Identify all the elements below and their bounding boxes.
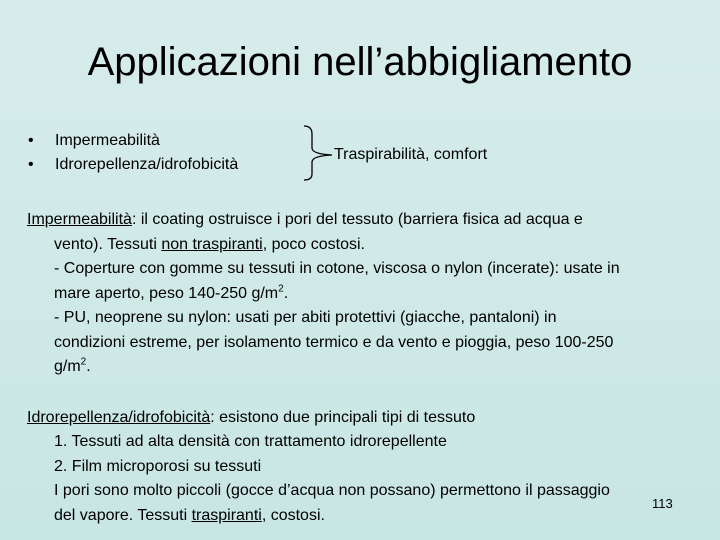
list-item: 1. Tessuti ad alta densità con trattamento idrorepellente: [54, 433, 447, 450]
text-run: g/m: [54, 358, 81, 375]
underlined-text: traspiranti: [191, 506, 262, 524]
paragraph: I pori sono molto piccoli (gocce d’acqua non possano) permettono il passaggio: [54, 482, 610, 499]
superscript: 2: [80, 356, 87, 368]
bullet-list: [28, 129, 238, 177]
paragraph: [27, 282, 697, 307]
paragraph: [27, 233, 697, 258]
paragraph: condizioni estreme, per isolamento termico e da vento e pioggia, peso 100-250: [54, 333, 614, 351]
bullet-label: Impermeabilità: [55, 132, 160, 149]
bullet-icon: •: [28, 156, 34, 173]
text-run: mare aperto, peso 140-250 g/m: [54, 284, 279, 302]
paragraph: - Coperture con gomme su tessuti in cotone, viscosa o nylon (incerate): usate in: [54, 260, 620, 277]
paragraph: - PU, neoprene su nylon: usati per abiti protettivi (giacche, pantaloni) in: [54, 309, 557, 326]
list-item: 2. Film microporosi su tessuti: [54, 457, 262, 475]
paragraph: [27, 208, 697, 233]
bullet-icon: •: [28, 132, 34, 149]
text-run: del vapore. Tessuti: [54, 506, 192, 524]
bullet-label: Idrorepellenza/idrofobicità: [55, 156, 239, 173]
term-idrorepellenza: Idrorepellenza/idrofobicità: [27, 408, 211, 426]
page-number: 113: [652, 496, 673, 511]
text-run: .: [86, 358, 91, 375]
paragraph: [27, 406, 697, 431]
term-impermeabilita: Impermeabilità: [27, 211, 132, 228]
slide-title: Applicazioni nell’abbigliamento: [87, 40, 633, 84]
brace-label: Traspirabilità, comfort: [334, 146, 488, 163]
superscript: 2: [278, 283, 284, 295]
bullet-item: [28, 129, 238, 153]
paragraph: [27, 355, 697, 380]
text-run: vento). Tessuti: [54, 235, 162, 253]
text-run: .: [283, 284, 289, 302]
paragraph: [27, 504, 697, 529]
slide-body: [27, 208, 697, 528]
underlined-text: non traspiranti: [161, 235, 263, 253]
text-run: : esistono due principali tipi di tessuto: [210, 408, 476, 426]
text-run: : il coating ostruisce i pori del tessuto (barriera fisica ad acqua e: [131, 211, 583, 228]
text-run: , costosi.: [261, 506, 325, 524]
spacer: [27, 380, 697, 406]
brace-icon: [300, 124, 334, 182]
text-run: , poco costosi.: [262, 235, 365, 253]
bullet-item: [28, 153, 238, 177]
